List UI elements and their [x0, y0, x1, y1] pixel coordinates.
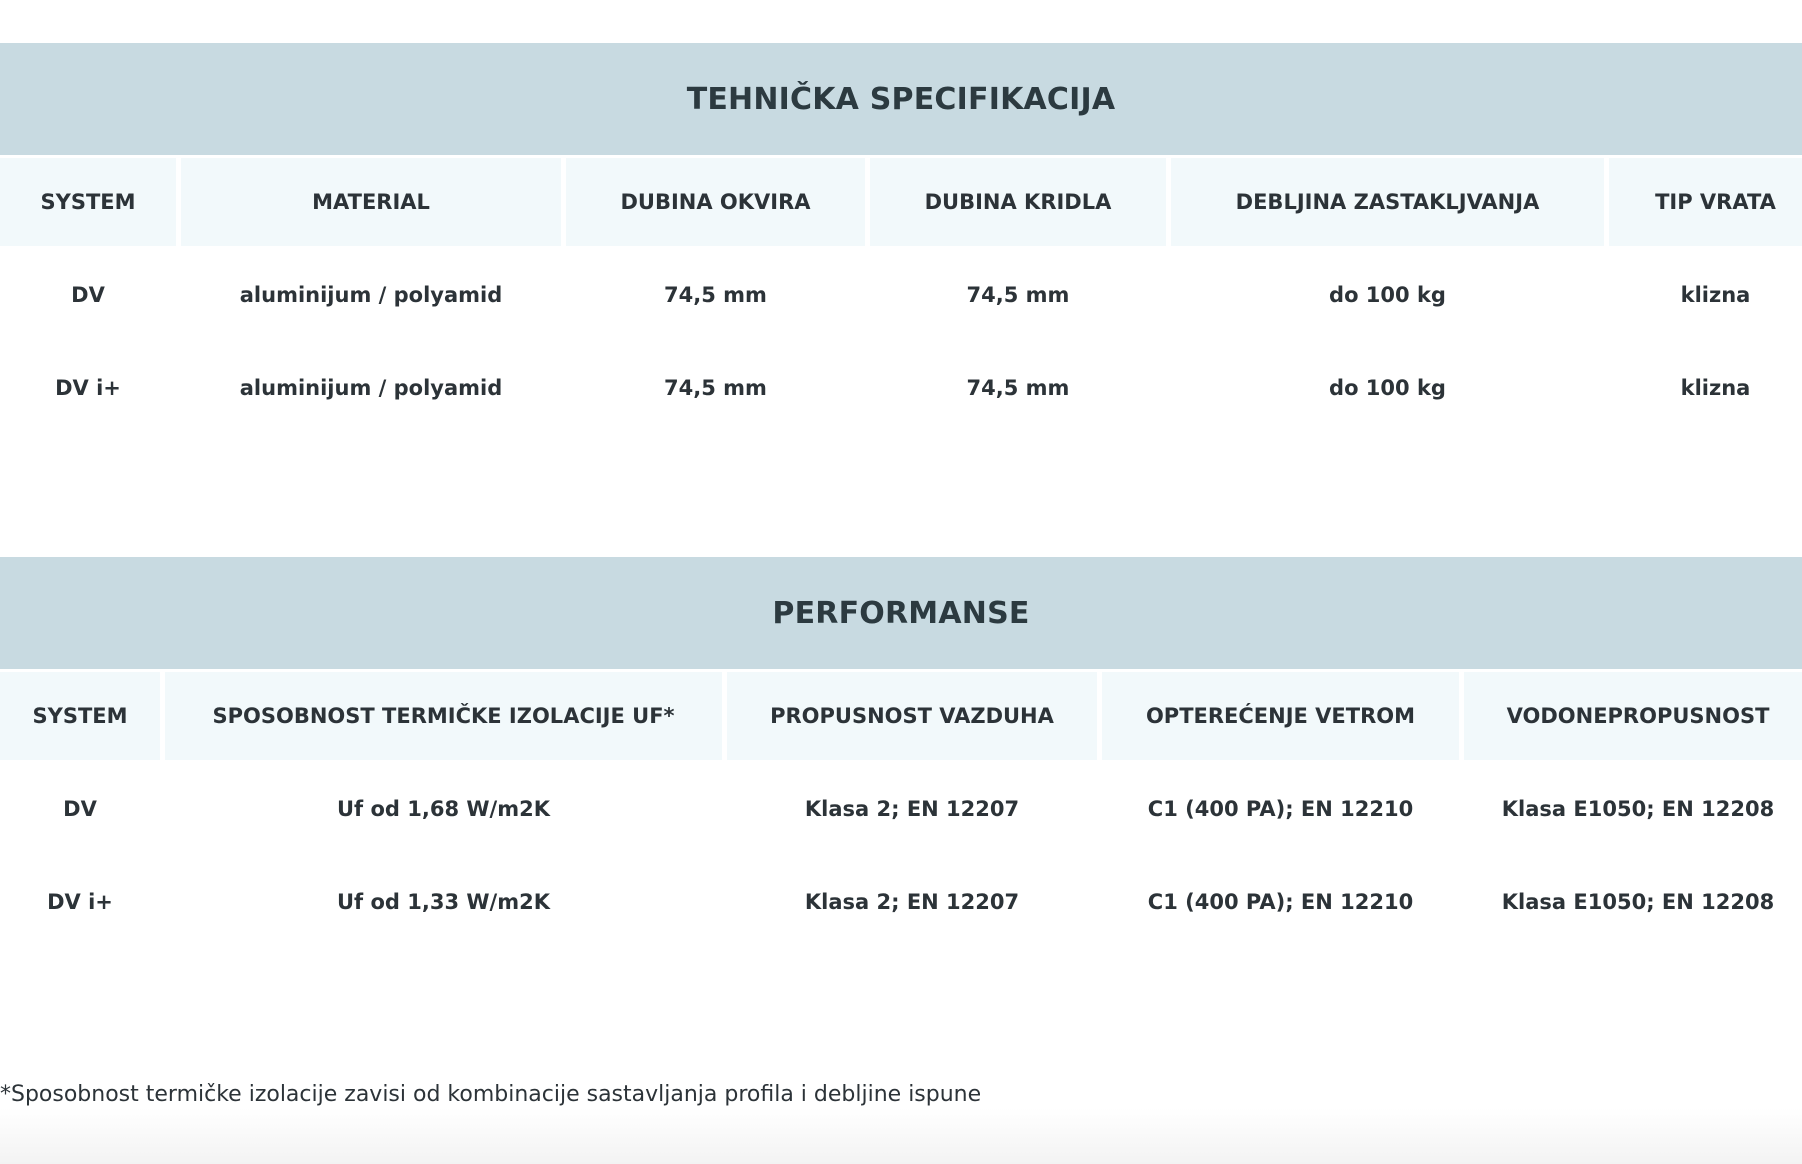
cell-glazing-thickness: do 100 kg [1171, 251, 1604, 339]
cell-watertightness: Klasa E1050; EN 12208 [1464, 765, 1802, 853]
cell-frame-depth: 74,5 mm [566, 344, 865, 432]
bottom-fade-divider [0, 1108, 1802, 1164]
technical-spec-section [0, 43, 1802, 437]
technical-spec-banner [0, 43, 1802, 155]
table-row [0, 344, 1802, 432]
column-header-system: SYSTEM [0, 672, 160, 760]
table-row [0, 858, 1802, 946]
column-header-material: MATERIAL [181, 158, 561, 246]
table-row [0, 251, 1802, 339]
cell-thermal-insulation: Uf od 1,68 W/m2K [165, 765, 722, 853]
column-header-wind-load: OPTEREĆENJE VETROM [1102, 672, 1459, 760]
cell-material: aluminijum / polyamid [181, 344, 561, 432]
cell-frame-depth: 74,5 mm [566, 251, 865, 339]
performance-title: PERFORMANSE [772, 595, 1030, 631]
performance-banner [0, 557, 1802, 669]
cell-system: DV [0, 765, 160, 853]
cell-wind-load: C1 (400 PA); EN 12210 [1102, 858, 1459, 946]
table-header-row [0, 158, 1802, 246]
cell-wind-load: C1 (400 PA); EN 12210 [1102, 765, 1459, 853]
column-header-frame-depth: DUBINA OKVIRA [566, 158, 865, 246]
technical-spec-table [0, 153, 1802, 437]
cell-system: DV [0, 251, 176, 339]
column-header-air-permeability: PROPUSNOST VAZDUHA [727, 672, 1097, 760]
cell-thermal-insulation: Uf od 1,33 W/m2K [165, 858, 722, 946]
cell-system: DV i+ [0, 344, 176, 432]
cell-watertightness: Klasa E1050; EN 12208 [1464, 858, 1802, 946]
performance-section [0, 557, 1802, 951]
cell-air-permeability: Klasa 2; EN 12207 [727, 765, 1097, 853]
cell-sash-depth: 74,5 mm [870, 251, 1166, 339]
cell-air-permeability: Klasa 2; EN 12207 [727, 858, 1097, 946]
cell-sash-depth: 74,5 mm [870, 344, 1166, 432]
column-header-glazing-thickness: DEBLJINA ZASTAKLJVANJA [1171, 158, 1604, 246]
cell-material: aluminijum / polyamid [181, 251, 561, 339]
column-header-thermal-insulation: SPOSOBNOST TERMIČKE IZOLACIJE UF* [165, 672, 722, 760]
table-header-row [0, 672, 1802, 760]
column-header-door-type: TIP VRATA [1609, 158, 1802, 246]
cell-door-type: klizna [1609, 344, 1802, 432]
column-header-watertightness: VODONEPROPUSNOST [1464, 672, 1802, 760]
technical-spec-title: TEHNIČKA SPECIFIKACIJA [686, 81, 1116, 117]
table-row [0, 765, 1802, 853]
cell-system: DV i+ [0, 858, 160, 946]
cell-door-type: klizna [1609, 251, 1802, 339]
column-header-system: SYSTEM [0, 158, 176, 246]
cell-glazing-thickness: do 100 kg [1171, 344, 1604, 432]
footnote: *Sposobnost termičke izolacije zavisi od kombinacije sastavljanja profila i debljine ispune [0, 1082, 982, 1107]
performance-table [0, 667, 1802, 951]
column-header-sash-depth: DUBINA KRIDLA [870, 158, 1166, 246]
